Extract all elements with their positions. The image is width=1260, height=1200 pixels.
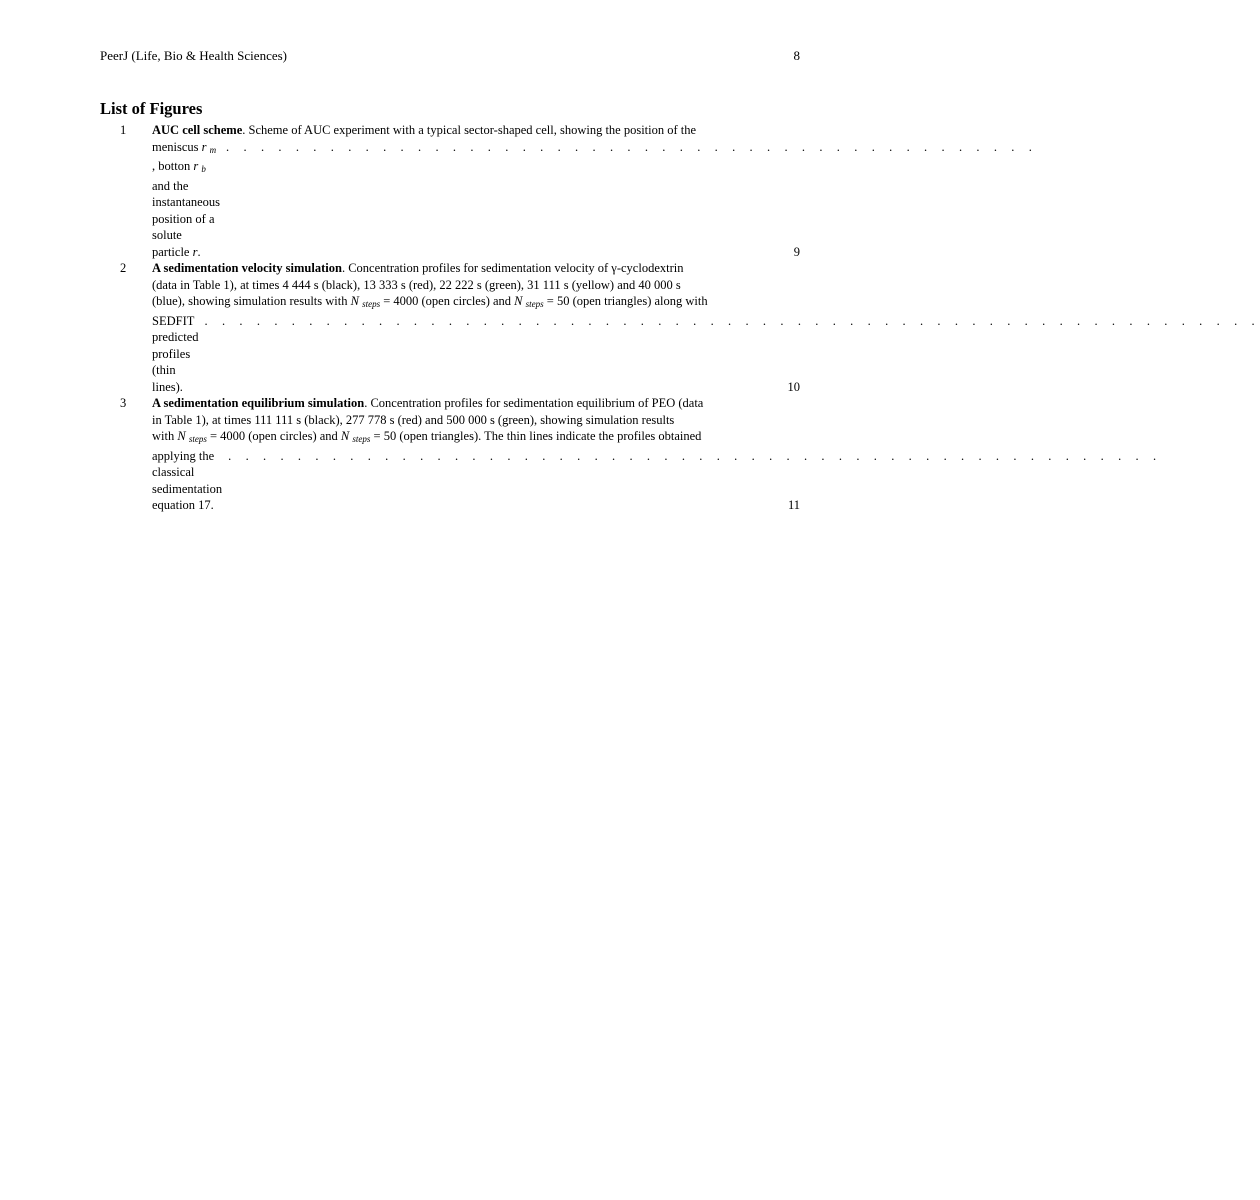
figure-entry-3[interactable]: [100, 395, 1162, 514]
figure-page-link[interactable]: 10: [787, 379, 800, 394]
figure-caption-title: A sedimentation velocity simulation: [152, 261, 342, 275]
figure-caption-text: . Scheme of AUC experiment with a typical sector-shaped cell, showing the position of the: [242, 123, 697, 137]
figure-caption-line: (data in Table 1), at times 4 444 s (black), 13 333 s (red), 22 222 s (green), 31 111 s (yellow) and 40 000 s: [152, 277, 681, 292]
figure-caption-line: [152, 139, 1038, 261]
figure-number: 1: [120, 123, 127, 137]
figure-number: 3: [120, 396, 127, 410]
running-header: [100, 47, 800, 64]
figure-caption-text: meniscus r $_m$ , botton r $_b$ and the instantaneous position of a solute particle r.: [152, 139, 221, 259]
figure-caption-text: SEDFIT predicted profiles (thin lines).: [152, 313, 199, 394]
list-of-figures-title: List of Figures: [100, 99, 203, 118]
dot-leader: . . . . . . . . . . . . . . . . . . . . . . . . . . . . . . . . . . . . . . . . . . . . . . .: [226, 139, 1038, 154]
figure-number: 2: [120, 261, 127, 275]
figure-caption-line: with N $_{steps}$ = 4000 (open circles) and N $_{steps}$ = 50 (open triangles). The thin lines indicate the profiles obtained: [152, 429, 702, 444]
figure-caption-line: (blue), showing simulation results with N $_{steps}$ = 4000 (open circles) and N $_{steps}$ = 50 (open triangles) along with: [152, 294, 708, 309]
figure-caption-title: A sedimentation equilibrium simulation: [152, 396, 365, 410]
figure-caption-line: in Table 1), at times 111 111 s (black), 277 778 s (red) and 500 000 s (green), showing simulation results: [152, 412, 675, 427]
figure-caption-text: . Concentration profiles for sedimentation velocity of γ-cyclodextrin: [341, 261, 684, 275]
page-number: 8: [793, 48, 800, 63]
figure-entry-1[interactable]: [100, 122, 1038, 260]
dot-leader: . . . . . . . . . . . . . . . . . . . . . . . . . . . . . . . . . . . . . . . . . . . . . . . . . . . . . . . . . . . . .: [204, 313, 1260, 328]
figure-caption-text: applying the classical sedimentation equation 17.: [152, 448, 223, 512]
figure-entry-2[interactable]: [100, 260, 1260, 395]
dot-leader: . . . . . . . . . . . . . . . . . . . . . . . . . . . . . . . . . . . . . . . . . . . . . . . . . . . . . .: [228, 448, 1162, 463]
figure-caption-title: AUC cell scheme: [152, 123, 243, 137]
list-of-figures: [100, 122, 1260, 514]
journal-name: PeerJ (Life, Bio & Health Sciences): [100, 48, 287, 63]
figure-caption-line: [152, 260, 765, 277]
figure-caption-line: [152, 395, 765, 412]
figure-page-link[interactable]: 9: [793, 244, 800, 259]
figure-caption-line: [152, 122, 765, 139]
figure-caption-text: . Concentration profiles for sedimentation equilibrium of PEO (data: [364, 396, 704, 410]
figure-page-link[interactable]: 11: [787, 498, 800, 512]
